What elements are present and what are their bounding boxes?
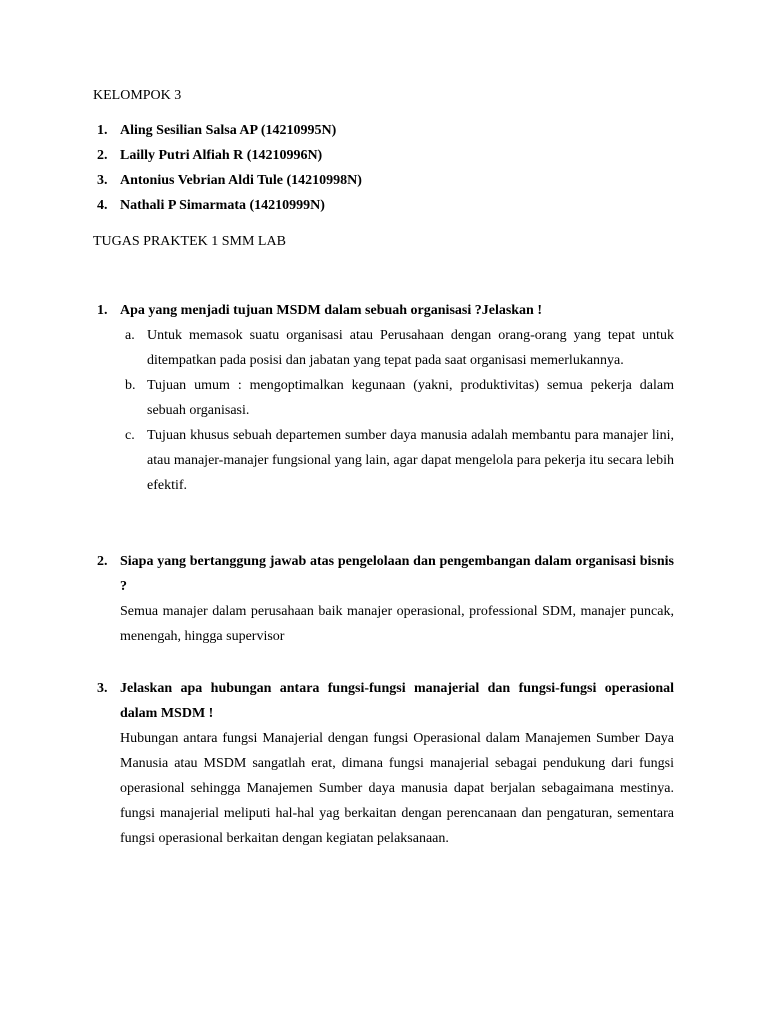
answer-item-c [120, 423, 674, 498]
member-item [93, 121, 613, 141]
member-item [93, 171, 613, 191]
item-letter: a. [125, 328, 135, 343]
question-3 [93, 676, 674, 851]
question-text: Apa yang menjadi tujuan MSDM dalam sebuah organisasi ?Jelaskan ! [120, 303, 543, 318]
question-number: 3. [97, 681, 108, 696]
question-number: 1. [97, 303, 108, 318]
question-number: 2. [97, 554, 108, 569]
member-number: 1. [97, 123, 108, 138]
member-number: 4. [97, 198, 108, 213]
question-text: Jelaskan apa hubungan antara fungsi-fungsi manajerial dan fungsi-fungsi operasional dalam MSDM ! [120, 681, 674, 721]
member-name: Lailly Putri Alfiah R (14210996N) [120, 148, 323, 163]
item-text: Tujuan khusus sebuah departemen sumber daya manusia adalah membantu para manajer lini, atau manajer-manajer fungsional yang lain, agar dapat mengelola para pekerja itu secara lebih efektif. [147, 428, 674, 493]
member-item [93, 196, 613, 216]
answer-item-a [120, 323, 674, 373]
answer-text: Semua manajer dalam perusahaan baik manajer operasional, professional SDM, manajer puncak, menengah, hingga supervisor [120, 604, 674, 644]
question-2 [93, 549, 674, 649]
answer-item-b [120, 373, 674, 423]
item-text: Untuk memasok suatu organisasi atau Perusahaan dengan orang-orang yang tepat untuk ditempatkan pada posisi dan jabatan yang tepat pada saat organisasi memerlukannya. [147, 328, 674, 368]
member-number: 3. [97, 173, 108, 188]
member-name: Aling Sesilian Salsa AP (14210995N) [120, 123, 337, 138]
item-letter: c. [125, 428, 135, 443]
member-name: Antonius Vebrian Aldi Tule (14210998N) [120, 173, 362, 188]
member-item [93, 146, 613, 166]
answer-text: Hubungan antara fungsi Manajerial dengan fungsi Operasional dalam Manajemen Sumber Daya Manusia atau MSDM sangatlah erat, dimana fungsi manajerial sebagai pendukung dari fungsi operasional sehingga Manajemen Sumber daya manusia dapat berjalan sebagaimana mestinya. fungsi manajerial meliputi hal-hal yag berkaitan dengan perencanaan dan pengaturan, sementara fungsi operasional berkaitan dengan kegiatan pelaksanaan. [120, 731, 674, 846]
item-text: Tujuan umum : mengoptimalkan kegunaan (yakni, produktivitas) semua pekerja dalam sebuah organisasi. [147, 378, 674, 418]
item-letter: b. [125, 378, 136, 393]
group-heading: KELOMPOK 3 [93, 88, 182, 103]
question-text: Siapa yang bertanggung jawab atas pengelolaan dan pengembangan dalam organisasi bisnis ? [120, 554, 674, 594]
member-name: Nathali P Simarmata (14210999N) [120, 198, 325, 213]
question-1 [93, 298, 674, 498]
member-number: 2. [97, 148, 108, 163]
assignment-heading: TUGAS PRAKTEK 1 SMM LAB [93, 234, 286, 249]
